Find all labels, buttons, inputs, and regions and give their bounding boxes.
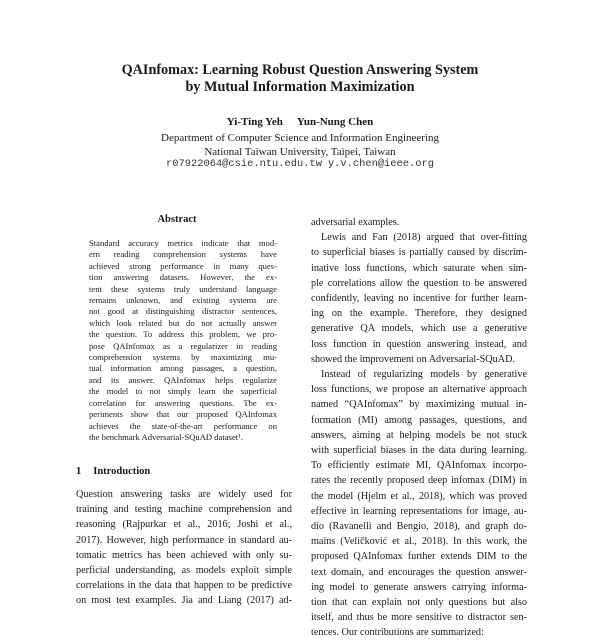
abstract-line: correlation for answering questions. The ex- <box>89 397 277 408</box>
body-line: with superficial biases in the data during learning. <box>311 445 527 457</box>
abstract-line: tent these systems truly understand language <box>89 283 277 294</box>
abstract-line: and its answer. QAInfomax helps regularize <box>89 374 277 385</box>
abstract-line: achieves the state-of-the-art performance on <box>89 420 277 431</box>
introduction-body <box>76 487 292 609</box>
abstract-line: remains unknown, and existing systems are <box>89 295 277 306</box>
body-line: inative loss functions, which saturate when sim- <box>311 262 527 274</box>
body-line: rates the recently proposed deep infomax (DIM) in <box>311 475 527 487</box>
abstract-line: pose QAInfomax as a regularizer in reading <box>89 340 277 351</box>
intro-line: reasoning (Rajpurkar et al., 2016; Joshi et al., <box>76 519 292 531</box>
intro-line: training and testing machine comprehension and <box>76 504 292 516</box>
email-address: y.v.chen@ieee.org <box>327 158 434 170</box>
email-address: r07922064@csie.ntu.edu.tw <box>166 158 322 170</box>
body-line: dio (Ravanelli and Bengio, 2018), and graph do- <box>311 521 527 533</box>
email-list <box>60 158 540 170</box>
abstract-line: the benchmark Adversarial-SQuAD dataset¹. <box>89 431 243 442</box>
body-line: Lewis and Fan (2018) argued that over-fitting <box>321 232 527 244</box>
author-name: Yi-Ting Yeh <box>226 116 283 128</box>
body-line: text domain, and encourages the question answer- <box>311 566 527 578</box>
body-line: answers, aiming at helping models be not stuck <box>311 429 527 441</box>
abstract-heading: Abstract <box>157 214 197 225</box>
body-line: loss function in question answering instead, and <box>311 338 527 350</box>
author-name: Yun-Nung Chen <box>296 116 374 128</box>
body-line: confidently, leaving no incentive for further learn- <box>311 293 527 305</box>
body-line: named “QAInfomax” by maximizing mutual in- <box>311 399 527 411</box>
intro-line: Question answering tasks are widely used for <box>76 489 292 500</box>
abstract-line: ern reading comprehension systems have <box>89 249 277 260</box>
body-line: proposed QAInfomax further extends DIM to the <box>311 551 527 563</box>
body-line: mains (Veličković et al., 2018). In this work, the <box>311 536 527 548</box>
body-line: tences. Our contributions are summarized: <box>311 627 484 639</box>
abstract-line: not good at distinguishing distractor sentences, <box>89 306 277 317</box>
intro-line: correlations in the data that happen to be predictive <box>76 580 292 592</box>
body-line: ing on the example. Therefore, they designed <box>311 308 527 320</box>
body-line: tion that can explain not only questions but also <box>311 597 527 609</box>
right-column <box>311 215 527 641</box>
intro-line: perficial understanding, as models exploit simple <box>76 565 292 577</box>
affiliation-line-2: National Taiwan University, Taipei, Taiwan <box>204 146 396 158</box>
body-line: loss functions, we propose an alternative approach <box>311 384 527 396</box>
affiliation <box>60 131 540 159</box>
body-line: formation (MI) among passages, questions, and <box>311 414 527 426</box>
body-line: Instead of regularizing models by generative <box>321 369 527 381</box>
abstract-line: the question. To address this problem, we pro- <box>89 329 277 340</box>
body-line: To efficiently estimate MI, QAInfomax incorpo- <box>311 460 527 472</box>
body-line: to superficial biases is partially caused by discrim- <box>311 247 527 259</box>
body-line: ing model to generate answers carrying informa- <box>311 581 527 593</box>
intro-line: tomatic metrics has been achieved with only su- <box>76 549 292 561</box>
paper-title <box>60 62 540 96</box>
abstract-line: achieved strong performance in many ques- <box>89 260 277 271</box>
abstract-line: which look related but do not actually answer <box>89 317 277 328</box>
body-line: showed the improvement on Adversarial-SQuAD. <box>311 353 515 365</box>
section-title: Introduction <box>93 466 151 477</box>
abstract-line: comprehension systems by maximizing mu- <box>89 352 277 363</box>
abstract-line: tual information among passages, a question, <box>89 363 277 374</box>
body-line: the model (Hjelm et al., 2018), which was proved <box>311 490 527 502</box>
abstract-body <box>89 238 277 443</box>
abstract-line: tion answering datasets. However, the ex- <box>89 272 277 283</box>
abstract-line: periments show that our proposed QAInfomax <box>89 409 277 420</box>
affiliation-line-1: Department of Computer Science and Information Engineering <box>161 132 439 144</box>
author-list <box>60 116 540 128</box>
body-line: itself, and thus be more sensitive to distractor sen- <box>311 612 527 624</box>
abstract-line: Standard accuracy metrics indicate that mod- <box>89 238 277 248</box>
body-line: adversarial examples. <box>311 217 400 228</box>
section-heading-introduction <box>76 466 162 477</box>
title-line-1: QAInfomax: Learning Robust Question Answering System <box>121 62 479 78</box>
intro-line: 2017). However, high performance in standard au- <box>76 534 292 546</box>
title-line-2: by Mutual Information Maximization <box>185 79 415 95</box>
body-line: generative QA models, which use a generative <box>311 323 527 335</box>
body-line: ple correlations allow the question to be answered <box>311 277 527 289</box>
body-line: effective in learning representations for image, au- <box>311 505 527 517</box>
abstract-line: the model to not simply learn the superficial <box>89 386 277 397</box>
intro-line: on most test examples. Jia and Liang (2017) ad- <box>76 595 292 607</box>
section-number: 1 <box>76 466 82 477</box>
